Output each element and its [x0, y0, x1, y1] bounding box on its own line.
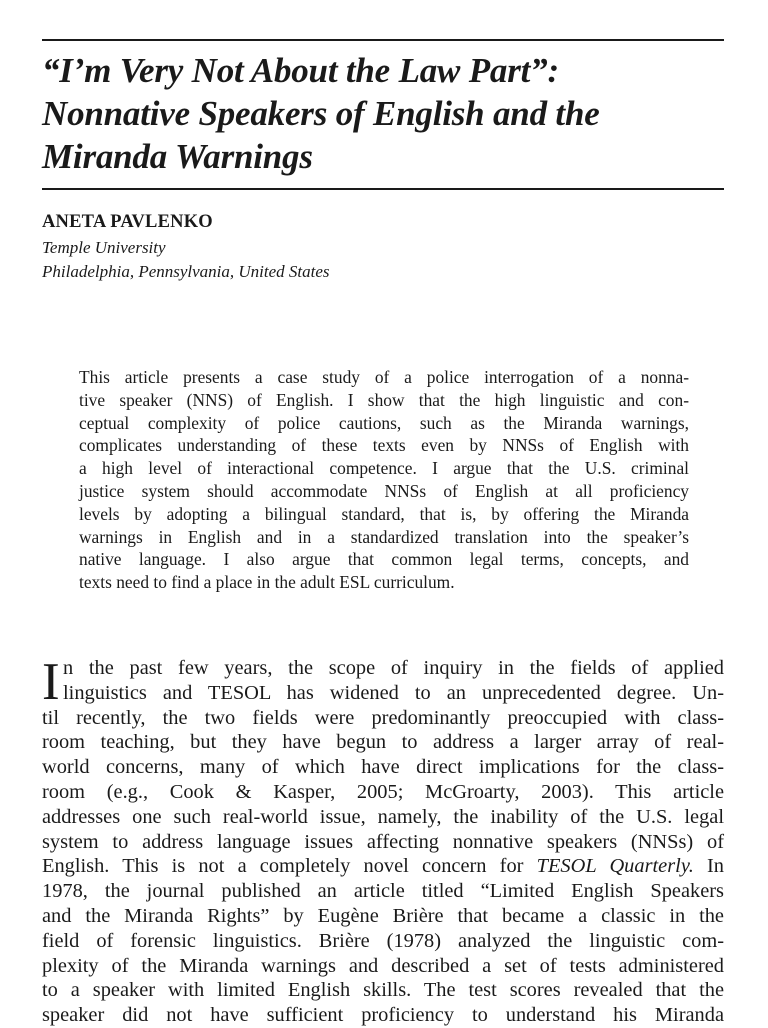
body-line: 1978, the journal published an article titled “Limited English Speakers [42, 880, 724, 903]
abstract-line: justice system should accommodate NNSs of English at all proficiency [79, 480, 689, 501]
body-line: world concerns, many of which have direct implications for the class- [42, 756, 724, 779]
body-text: English. This is not a completely novel concern for [42, 855, 537, 878]
body-line: speaker did not have sufficient proficiency to understand his Miranda [42, 1004, 724, 1027]
abstract [79, 366, 689, 594]
abstract-line: levels by adopting a bilingual standard, that is, by offering the Miranda [79, 503, 689, 524]
title-line: Miranda Warnings [42, 137, 313, 176]
body-text: In [693, 855, 724, 878]
abstract-line: tive speaker (NNS) of English. I show that the high linguistic and con- [79, 389, 689, 410]
article-title [42, 49, 732, 178]
body-paragraph [42, 653, 724, 1028]
author-name: ANETA PAVLENKO [42, 212, 213, 232]
title-bottom-rule [42, 188, 724, 190]
body-line: system to address language issues affecting nonnative speakers (NNSs) of [42, 830, 724, 853]
body-line: addresses one such real-world issue, namely, the inability of the U.S. legal [42, 805, 724, 828]
abstract-line: native language. I also argue that common legal terms, concepts, and [79, 549, 689, 570]
body-line: plexity of the Miranda warnings and described a set of tests administered [42, 954, 724, 977]
body-line: room (e.g., Cook & Kasper, 2005; McGroarty, 2003). This article [42, 780, 724, 803]
body-line: to a speaker with limited English skills. The test scores revealed that the [42, 979, 724, 1002]
body-line: field of forensic linguistics. Brière (1978) analyzed the linguistic com- [42, 929, 724, 952]
abstract-line: texts need to find a place in the adult ESL curriculum. [79, 572, 455, 593]
body-line: and the Miranda Rights” by Eugène Brière that became a classic in the [42, 904, 724, 927]
body-line: room teaching, but they have begun to address a larger array of real- [42, 731, 724, 754]
drop-cap: I [42, 653, 60, 711]
top-rule [42, 39, 724, 41]
abstract-line: complicates understanding of these texts even by NNSs of English with [79, 435, 689, 456]
body-line [42, 854, 724, 879]
abstract-line: warnings in English and in a standardized translation into the speaker’s [79, 526, 689, 547]
body-line: til recently, the two fields were predominantly preoccupied with class- [42, 706, 724, 729]
body-line: linguistics and TESOL has widened to an unprecedented degree. Un- [63, 681, 724, 704]
title-line: “I’m Very Not About the Law Part”: [42, 51, 559, 90]
abstract-line: ceptual complexity of police cautions, such as the Miranda warnings, [79, 412, 689, 433]
abstract-line: a high level of interactional competence. I argue that the U.S. criminal [79, 458, 689, 479]
title-line: Nonnative Speakers of English and the [42, 94, 600, 133]
affiliation-institution: Temple University [42, 238, 166, 257]
abstract-line: This article presents a case study of a police interrogation of a nonna- [79, 367, 689, 387]
affiliation-location: Philadelphia, Pennsylvania, United States [42, 262, 330, 281]
body-line: n the past few years, the scope of inquiry in the fields of applied [63, 657, 724, 679]
journal-name: TESOL Quarterly. [536, 855, 694, 878]
